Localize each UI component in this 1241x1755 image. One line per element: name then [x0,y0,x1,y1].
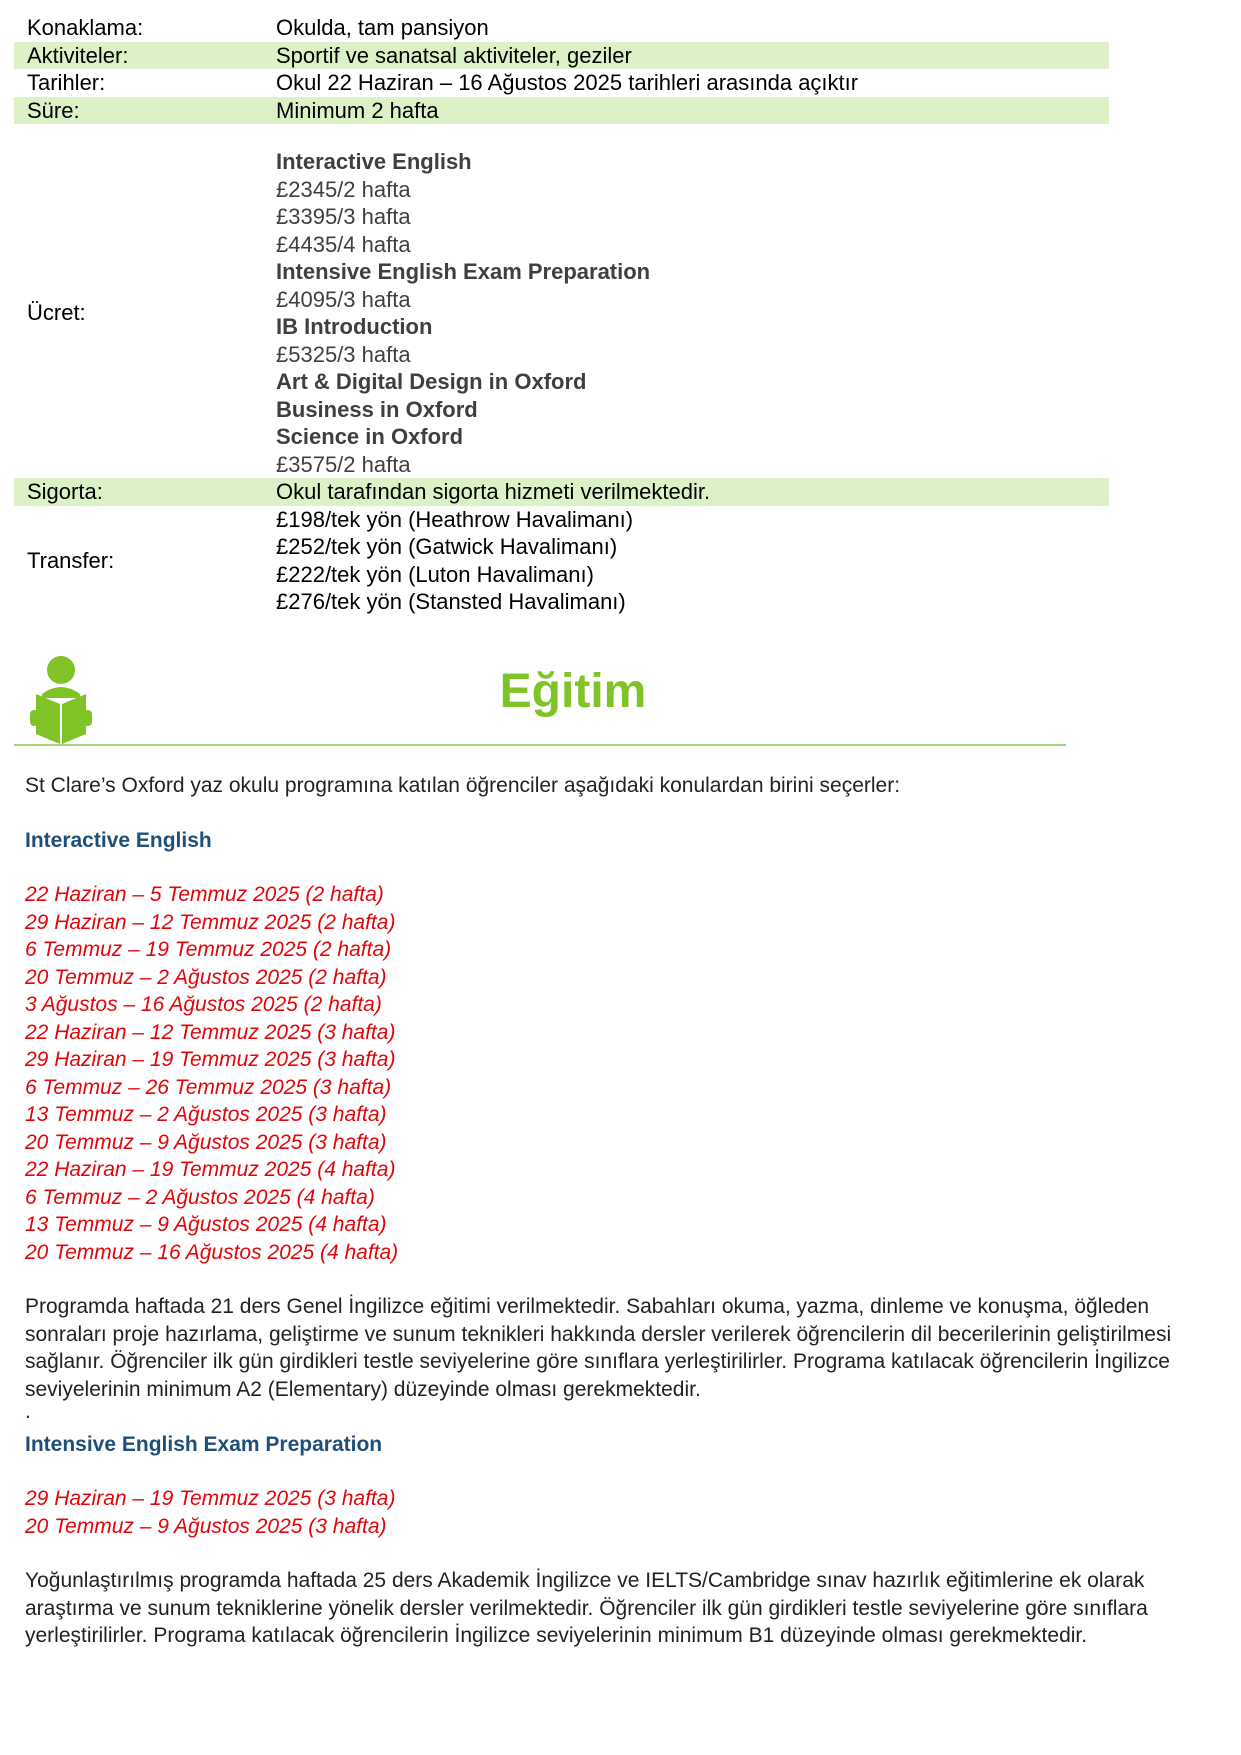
stray-period: . [25,1400,31,1423]
program-dates [25,1485,1225,1540]
transfer-list [276,506,1109,616]
info-row-dates [14,69,1109,97]
date-range: 29 Haziran – 19 Temmuz 2025 (3 hafta) [25,1487,396,1510]
info-label: Sigorta: [27,479,103,504]
info-label: Ücret: [27,300,86,326]
program-intensive-exam-prep [25,1431,1225,1650]
info-row-activities [14,42,1109,70]
info-row-duration [14,97,1109,125]
date-range: 20 Temmuz – 9 Ağustos 2025 (3 hafta) [25,1130,387,1154]
info-value: Minimum 2 hafta [276,97,439,123]
fee-program-name: Art & Digital Design in Oxford [276,369,587,394]
info-row-transfer [14,506,1109,616]
fee-list [276,148,1109,478]
info-label: Transfer: [27,547,115,573]
program-interactive-english [25,827,1225,1431]
fee-program-name: Business in Oxford [276,396,478,422]
date-range: 6 Temmuz – 2 Ağustos 2025 (4 hafta) [25,1185,375,1209]
transfer-price: £222/tek yön (Luton Havalimanı) [276,561,594,587]
date-range: 13 Temmuz – 2 Ağustos 2025 (3 hafta) [25,1103,387,1126]
intro-text: St Clare’s Oxford yaz okulu programına katılan öğrenciler aşağıdaki konulardan birini seçerler: [25,774,901,797]
transfer-price: £198/tek yön (Heathrow Havalimanı) [276,506,634,532]
info-label: Tarihler: [27,70,106,95]
date-range: 22 Haziran – 12 Temmuz 2025 (3 hafta) [25,1020,396,1044]
date-range: 22 Haziran – 5 Temmuz 2025 (2 hafta) [25,883,384,906]
date-range: 20 Temmuz – 2 Ağustos 2025 (2 hafta) [25,965,387,989]
program-description: Programda haftada 21 ders Genel İngilizce eğitimi verilmektedir. Sabahları okuma, yazma, dinleme ve konuşma, öğleden sonraları proje hazırlama, geliştirme ve sunum teknikleri hakkında dersler verilerek öğrencilerin dil becerilerinin geliştirilmesi sağlanır. Öğrenciler ilk gün girdikleri testle seviyelerine göre sınıflara yerleştirilirler. Programa katılacak öğrencilerin İngilizce seviyelerinin minimum A2 (Elementary) düzeyinde olması gerekmektedir. [25,1295,1172,1401]
program-title: Interactive English [25,828,212,852]
info-row-accommodation [14,14,1109,42]
info-row-fee [14,124,1109,478]
info-value: Okul 22 Haziran – 16 Ağustos 2025 tarihleri arasında açıktır [276,70,859,95]
date-range: 29 Haziran – 19 Temmuz 2025 (3 hafta) [25,1048,396,1071]
divider [14,744,1066,746]
info-value: Okulda, tam pansiyon [276,15,489,40]
fee-price: £3575/2 hafta [276,451,411,477]
program-title: Intensive English Exam Preparation [25,1432,383,1456]
info-value: Sportif ve sanatsal aktiviteler, geziler [276,42,632,68]
fee-price: £4095/3 hafta [276,286,411,312]
date-range: 29 Haziran – 12 Temmuz 2025 (2 hafta) [25,910,396,934]
date-range: 22 Haziran – 19 Temmuz 2025 (4 hafta) [25,1158,396,1181]
info-label: Aktiviteler: [27,42,129,68]
education-header [14,650,1072,746]
info-table [14,14,1109,616]
fee-price: £5325/3 hafta [276,341,411,367]
info-label: Konaklama: [27,15,144,40]
info-value: Okul tarafından sigorta hizmeti verilmektedir. [276,479,711,504]
fee-program-name: Intensive English Exam Preparation [276,259,651,284]
date-range: 20 Temmuz – 9 Ağustos 2025 (3 hafta) [25,1514,387,1538]
date-range: 3 Ağustos – 16 Ağustos 2025 (2 hafta) [25,993,382,1016]
date-range: 6 Temmuz – 19 Temmuz 2025 (2 hafta) [25,938,392,961]
transfer-price: £252/tek yön (Gatwick Havalimanı) [276,534,618,559]
date-range: 13 Temmuz – 9 Ağustos 2025 (4 hafta) [25,1213,387,1236]
program-dates [25,881,1225,1266]
info-row-insurance [14,478,1109,506]
program-description: Yoğunlaştırılmış programda haftada 25 ders Akademik İngilizce ve IELTS/Cambridge sınav hazırlık eğitimlerine ek olarak araştırma ve sunum tekniklerine yönelik dersler verilmektedir. Öğrenciler ilk gün girdikleri testle seviyelerine göre sınıflara yerleştirilirler. Programa katılacak öğrencilerin İngilizce seviyelerinin minimum B1 düzeyinde olması gerekmektedir. [25,1569,1148,1647]
date-range: 20 Temmuz – 16 Ağustos 2025 (4 hafta) [25,1240,399,1264]
fee-program-name: Science in Oxford [276,424,464,449]
fee-program-name: Interactive English [276,149,472,174]
date-range: 6 Temmuz – 26 Temmuz 2025 (3 hafta) [25,1075,392,1099]
fee-price: £4435/4 hafta [276,231,411,257]
fee-price: £2345/2 hafta [276,176,411,202]
fee-program-name: IB Introduction [276,314,433,339]
fee-price: £3395/3 hafta [276,204,411,229]
section-title-education: Eğitim [499,665,647,718]
info-label: Süre: [27,97,80,123]
transfer-price: £276/tek yön (Stansted Havalimanı) [276,589,626,614]
education-content [25,772,1225,1650]
